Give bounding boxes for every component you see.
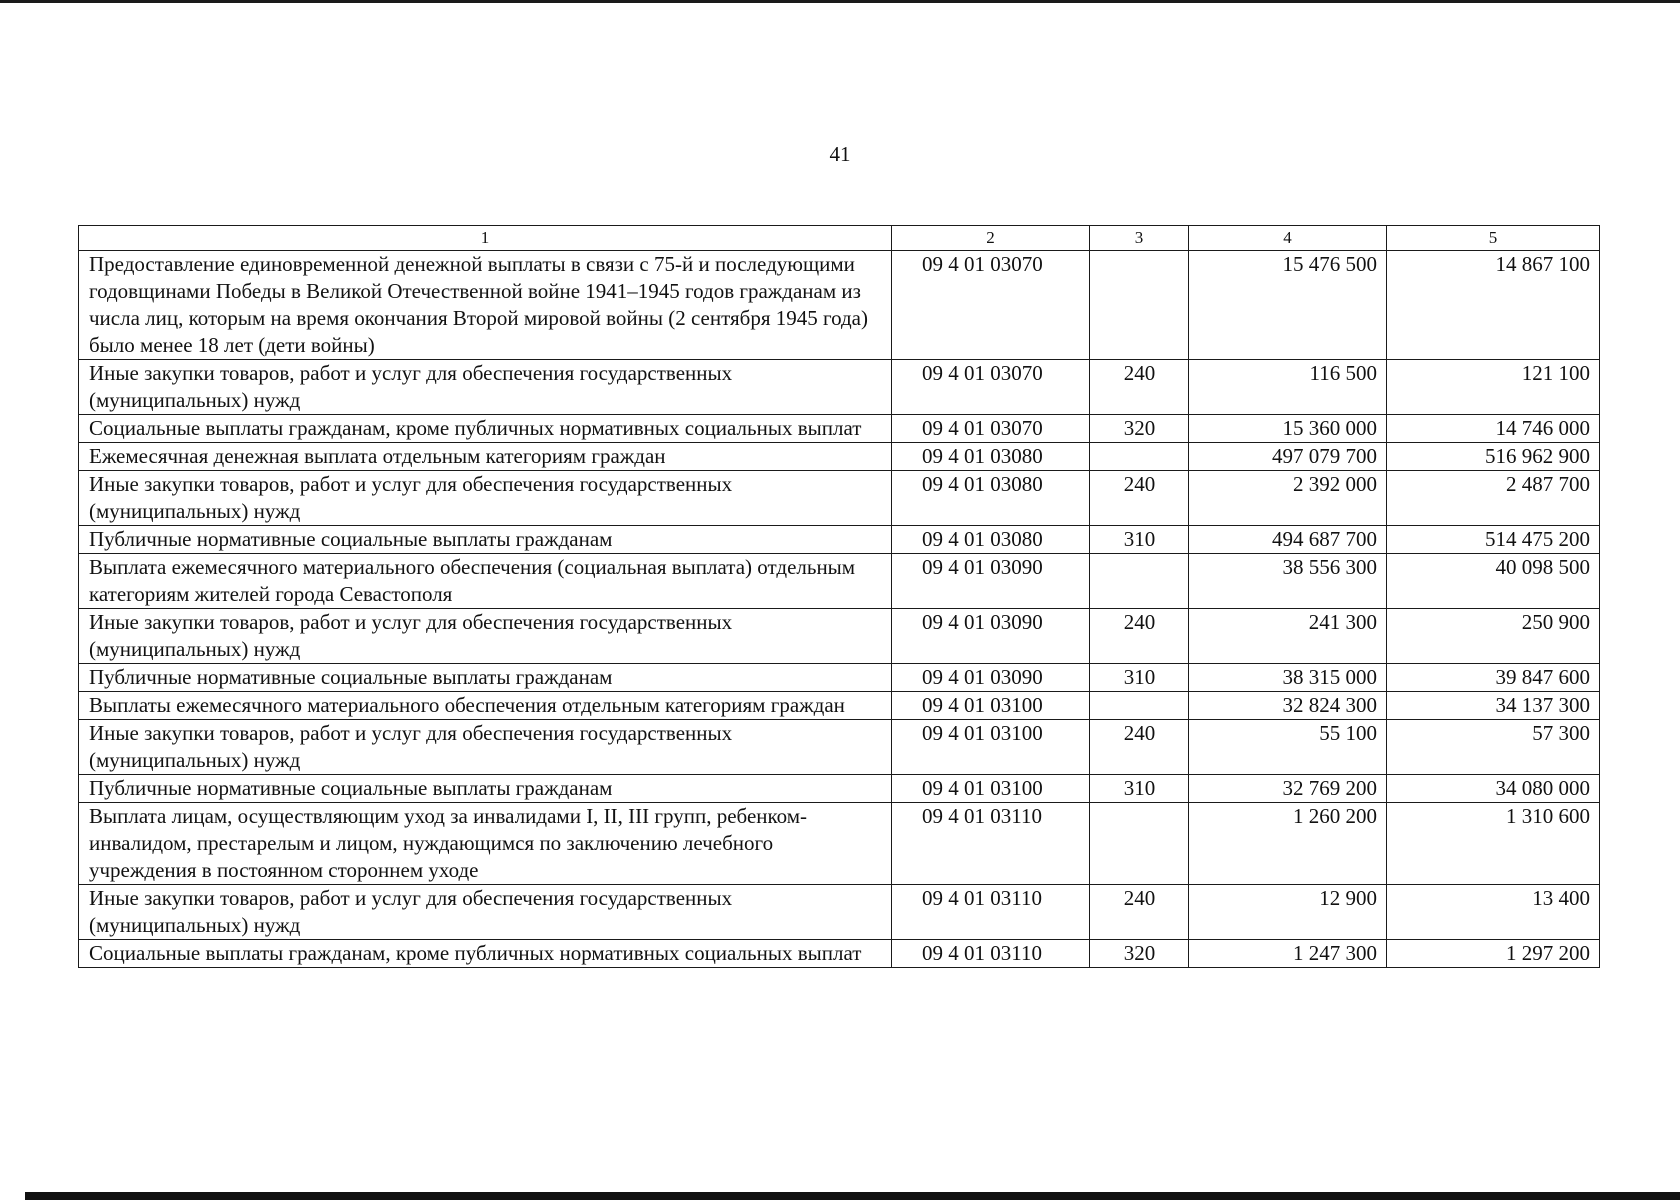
page-number: 41 bbox=[829, 142, 851, 166]
row-name: Ежемесячная денежная выплата отдельным категориям граждан bbox=[79, 443, 892, 471]
row-amount-2: 57 300 bbox=[1387, 720, 1600, 775]
scan-top-edge bbox=[0, 0, 1680, 3]
table-row bbox=[79, 415, 1600, 443]
row-amount-1: 2 392 000 bbox=[1189, 471, 1387, 526]
table-row bbox=[79, 720, 1600, 775]
row-amount-2: 34 080 000 bbox=[1387, 775, 1600, 803]
table-row bbox=[79, 940, 1600, 968]
row-code: 09 4 01 03100 bbox=[892, 720, 1090, 775]
table-row bbox=[79, 471, 1600, 526]
row-name: Публичные нормативные социальные выплаты гражданам bbox=[79, 775, 892, 803]
row-amount-1: 12 900 bbox=[1189, 885, 1387, 940]
row-code: 09 4 01 03090 bbox=[892, 554, 1090, 609]
row-code: 09 4 01 03090 bbox=[892, 609, 1090, 664]
row-expense-type bbox=[1090, 251, 1189, 360]
table-row bbox=[79, 360, 1600, 415]
row-name: Предоставление единовременной денежной выплаты в связи с 75-й и последующими годовщинами Победы в Великой Отечественной войне 1941–1945 годов гражданам из числа лиц, которым на время окончания Второй мировой войны (2 сентября 1945 года) было менее 18 лет (дети войны) bbox=[79, 251, 892, 360]
row-expense-type: 240 bbox=[1090, 471, 1189, 526]
row-name: Иные закупки товаров, работ и услуг для обеспечения государственных (муниципальных) нужд bbox=[79, 720, 892, 775]
table-row bbox=[79, 443, 1600, 471]
row-amount-2: 514 475 200 bbox=[1387, 526, 1600, 554]
row-name: Выплаты ежемесячного материального обеспечения отдельным категориям граждан bbox=[79, 692, 892, 720]
row-amount-2: 13 400 bbox=[1387, 885, 1600, 940]
row-expense-type: 240 bbox=[1090, 885, 1189, 940]
row-name: Публичные нормативные социальные выплаты гражданам bbox=[79, 664, 892, 692]
row-code: 09 4 01 03080 bbox=[892, 471, 1090, 526]
row-name: Выплата лицам, осуществляющим уход за инвалидами I, II, III групп, ребенком-инвалидом, престарелым и лицом, нуждающимся по заключению лечебного учреждения в постоянном стороннем уходе bbox=[79, 803, 892, 885]
row-amount-2: 39 847 600 bbox=[1387, 664, 1600, 692]
row-name: Иные закупки товаров, работ и услуг для обеспечения государственных (муниципальных) нужд bbox=[79, 471, 892, 526]
row-amount-2: 14 867 100 bbox=[1387, 251, 1600, 360]
table-row bbox=[79, 609, 1600, 664]
table-row bbox=[79, 775, 1600, 803]
table-row bbox=[79, 251, 1600, 360]
table-row bbox=[79, 692, 1600, 720]
table-row bbox=[79, 803, 1600, 885]
row-expense-type: 240 bbox=[1090, 609, 1189, 664]
row-amount-1: 38 315 000 bbox=[1189, 664, 1387, 692]
row-amount-1: 116 500 bbox=[1189, 360, 1387, 415]
row-amount-1: 15 476 500 bbox=[1189, 251, 1387, 360]
row-expense-type: 320 bbox=[1090, 415, 1189, 443]
scan-bottom-edge bbox=[25, 1192, 1680, 1200]
row-amount-2: 516 962 900 bbox=[1387, 443, 1600, 471]
table-body bbox=[79, 251, 1600, 968]
row-name: Иные закупки товаров, работ и услуг для обеспечения государственных (муниципальных) нужд bbox=[79, 360, 892, 415]
row-code: 09 4 01 03070 bbox=[892, 251, 1090, 360]
row-name: Иные закупки товаров, работ и услуг для обеспечения государственных (муниципальных) нужд bbox=[79, 609, 892, 664]
row-name: Социальные выплаты гражданам, кроме публичных нормативных социальных выплат bbox=[79, 940, 892, 968]
row-expense-type: 240 bbox=[1090, 720, 1189, 775]
row-expense-type bbox=[1090, 554, 1189, 609]
row-code: 09 4 01 03100 bbox=[892, 775, 1090, 803]
column-header-name: 1 bbox=[79, 226, 892, 251]
row-amount-2: 1 310 600 bbox=[1387, 803, 1600, 885]
row-amount-1: 241 300 bbox=[1189, 609, 1387, 664]
row-amount-1: 38 556 300 bbox=[1189, 554, 1387, 609]
column-header-amount-2: 5 bbox=[1387, 226, 1600, 251]
row-amount-1: 15 360 000 bbox=[1189, 415, 1387, 443]
row-amount-1: 32 824 300 bbox=[1189, 692, 1387, 720]
column-header-amount-1: 4 bbox=[1189, 226, 1387, 251]
row-expense-type bbox=[1090, 692, 1189, 720]
budget-table bbox=[78, 225, 1600, 968]
column-header-code: 2 bbox=[892, 226, 1090, 251]
table-row bbox=[79, 526, 1600, 554]
row-name: Публичные нормативные социальные выплаты гражданам bbox=[79, 526, 892, 554]
row-code: 09 4 01 03080 bbox=[892, 443, 1090, 471]
row-code: 09 4 01 03080 bbox=[892, 526, 1090, 554]
table-row bbox=[79, 554, 1600, 609]
row-code: 09 4 01 03100 bbox=[892, 692, 1090, 720]
row-code: 09 4 01 03110 bbox=[892, 940, 1090, 968]
row-expense-type: 310 bbox=[1090, 664, 1189, 692]
row-expense-type: 310 bbox=[1090, 775, 1189, 803]
row-amount-2: 250 900 bbox=[1387, 609, 1600, 664]
row-code: 09 4 01 03110 bbox=[892, 803, 1090, 885]
row-expense-type: 240 bbox=[1090, 360, 1189, 415]
row-amount-2: 1 297 200 bbox=[1387, 940, 1600, 968]
row-amount-1: 494 687 700 bbox=[1189, 526, 1387, 554]
column-number-row bbox=[79, 226, 1600, 251]
row-expense-type: 320 bbox=[1090, 940, 1189, 968]
row-name: Выплата ежемесячного материального обеспечения (социальная выплата) отдельным категориям жителей города Севастополя bbox=[79, 554, 892, 609]
column-header-expense-type: 3 bbox=[1090, 226, 1189, 251]
row-code: 09 4 01 03070 bbox=[892, 415, 1090, 443]
row-amount-1: 32 769 200 bbox=[1189, 775, 1387, 803]
row-amount-1: 1 260 200 bbox=[1189, 803, 1387, 885]
row-amount-1: 1 247 300 bbox=[1189, 940, 1387, 968]
row-amount-2: 2 487 700 bbox=[1387, 471, 1600, 526]
row-name: Социальные выплаты гражданам, кроме публичных нормативных социальных выплат bbox=[79, 415, 892, 443]
row-amount-1: 55 100 bbox=[1189, 720, 1387, 775]
row-code: 09 4 01 03090 bbox=[892, 664, 1090, 692]
row-expense-type bbox=[1090, 443, 1189, 471]
table-row bbox=[79, 664, 1600, 692]
row-amount-1: 497 079 700 bbox=[1189, 443, 1387, 471]
row-expense-type bbox=[1090, 803, 1189, 885]
table-row bbox=[79, 885, 1600, 940]
row-amount-2: 121 100 bbox=[1387, 360, 1600, 415]
row-expense-type: 310 bbox=[1090, 526, 1189, 554]
row-amount-2: 34 137 300 bbox=[1387, 692, 1600, 720]
row-code: 09 4 01 03070 bbox=[892, 360, 1090, 415]
row-amount-2: 14 746 000 bbox=[1387, 415, 1600, 443]
row-name: Иные закупки товаров, работ и услуг для обеспечения государственных (муниципальных) нужд bbox=[79, 885, 892, 940]
row-code: 09 4 01 03110 bbox=[892, 885, 1090, 940]
row-amount-2: 40 098 500 bbox=[1387, 554, 1600, 609]
